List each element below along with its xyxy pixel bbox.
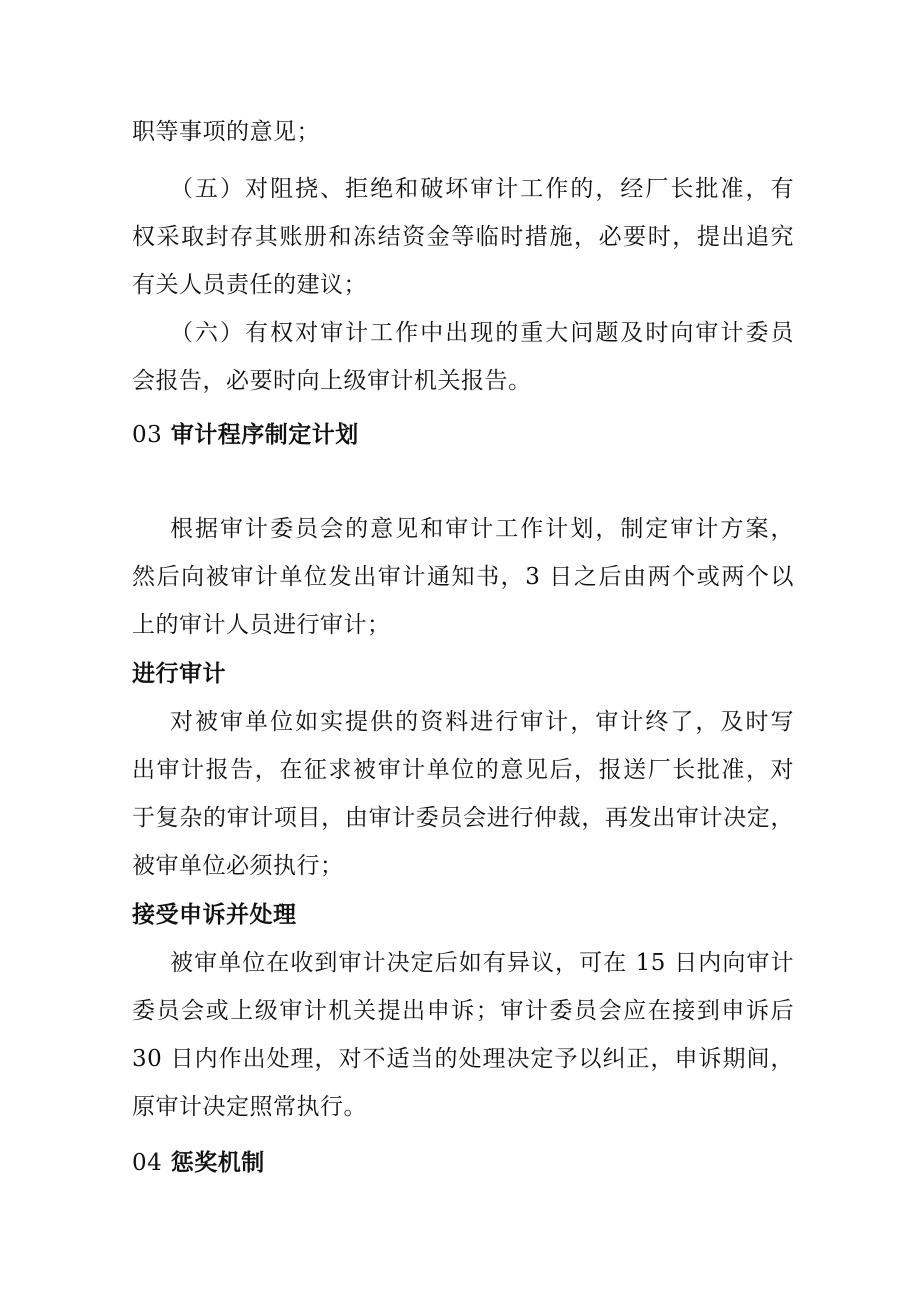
item5-line-3: 有关人员责任的建议；: [132, 272, 367, 298]
plan-line-1: 根据审计委员会的意见和审计工作计划，制定审计方案，: [170, 516, 794, 542]
appeal-line-1: 被审单位在收到审计决定后如有异议，可在 15 日内向审计: [170, 950, 794, 976]
section-title: 惩奖机制: [170, 1150, 265, 1176]
plan-line-2: 然后向被审计单位发出审计通知书，3 日之后由两个或两个以: [132, 564, 794, 590]
section-number: 03: [132, 422, 163, 448]
audit-line-1: 对被审单位如实提供的资料进行审计，审计终了，及时写: [170, 709, 794, 735]
audit-line-2: 出审计报告，在征求被审计单位的意见后，报送厂长批准，对: [132, 757, 794, 783]
item6-line-2: 会报告，必要时向上级审计机关报告。: [132, 368, 532, 394]
section-heading-03: [132, 420, 359, 450]
audit-line-4: 被审单位必须执行；: [132, 853, 344, 879]
audit-line-3: 于复杂的审计项目，由审计委员会进行仲裁，再发出审计决定，: [132, 805, 794, 831]
subheading-audit: 进行审计: [132, 661, 226, 687]
continued-paragraph-line: 职等事项的意见；: [132, 119, 320, 145]
section-heading-04: [132, 1148, 265, 1178]
section-title: 审计程序制定计划: [170, 422, 359, 448]
item5-line-2: 权采取封存其账册和冻结资金等临时措施，必要时，提出追究: [132, 224, 794, 250]
appeal-line-3: 30 日内作出处理，对不适当的处理决定予以纠正，申诉期间，: [132, 1046, 794, 1072]
appeal-line-4: 原审计决定照常执行。: [132, 1094, 367, 1120]
plan-line-3: 上的审计人员进行审计；: [132, 612, 391, 638]
section-number: 04: [132, 1150, 163, 1176]
item6-line-1: （六）有权对审计工作中出现的重大问题及时向审计委员: [170, 320, 794, 346]
appeal-line-2: 委员会或上级审计机关提出申诉；审计委员会应在接到申诉后: [132, 998, 794, 1024]
item5-line-1: （五）对阻挠、拒绝和破坏审计工作的，经厂长批准，有: [170, 176, 794, 202]
subheading-appeal: 接受申诉并处理: [132, 902, 297, 928]
